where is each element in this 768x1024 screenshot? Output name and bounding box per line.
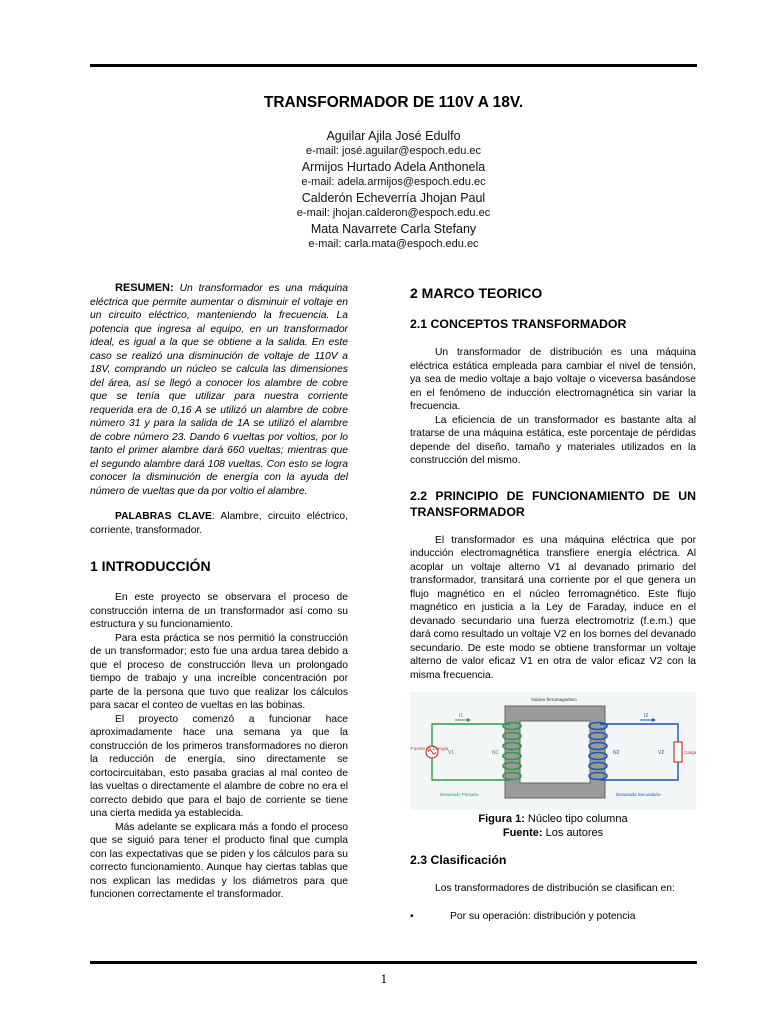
top-rule — [90, 64, 697, 67]
figure-caption — [410, 812, 696, 826]
author-name: Armijos Hurtado Adela Anthonela — [301, 160, 486, 174]
secondary-label: Devanado Secundario — [616, 792, 661, 797]
core-window — [520, 721, 590, 783]
subsection-heading-2-3: 2.3 Clasificación — [410, 853, 507, 867]
figure-source-label: Fuente: — [502, 827, 543, 839]
source-label: Fuente de Energía — [411, 746, 449, 751]
load-resistor-icon — [674, 742, 682, 762]
figure-transformer-diagram — [410, 692, 696, 810]
v1-label: V1 — [448, 750, 455, 756]
n1-label: N1 — [492, 750, 499, 756]
author-name: Aguilar Ajila José Edulfo — [326, 129, 461, 143]
intro-paragraph: El proyecto comenzó a funcionar hace aproximadamente hace una semana ya que la construcción de los primeros transformadores no dieron la reducción de energía, sino directamente se cortocircuitaban, esto pasaba gracias al mal conteo de las vueltas o directamente el alambre de cobre no era el correcto debido que para el bajo de corriente se tiene una cierta medida ya establecida. — [90, 713, 348, 819]
keywords — [90, 510, 348, 537]
subsection-heading-2-2: 2.2 PRINCIPIO DE FUNCIONAMIENTO DE UN TRANSFORMADOR — [410, 488, 696, 519]
figure-source-text: Los autores — [542, 827, 604, 839]
author-block — [90, 128, 697, 252]
primary-label: Devanado Primario — [440, 792, 479, 797]
diagram-core-label: Núcleo ferromagnético — [531, 697, 577, 702]
list-item-text: Por su operación: distribución y potencia — [450, 910, 636, 922]
i2-label: I2 — [644, 713, 649, 719]
section-heading-intro: 1 INTRODUCCIÓN — [90, 558, 211, 574]
page-number: 1 — [380, 973, 388, 986]
v2-label: V2 — [658, 750, 665, 756]
i1-label: I1 — [459, 713, 464, 719]
abstract — [90, 282, 348, 498]
transformer-diagram — [410, 692, 696, 810]
intro-paragraph: Más adelante se explicara más a fondo el proceso que se siguió para tener el producto final que cumpla con las expectativas que se piden y los cálculos para su correcto funcionamiento. Aunque hay ciertas tablas que nos explican las medidas y los diámetros para que funcionen correctamente el transformador. — [90, 821, 348, 900]
author-email: e-mail: josé.aguilar@espoch.edu.ec — [305, 145, 482, 157]
bullet-icon: • — [410, 910, 414, 922]
figure-source — [410, 826, 696, 840]
n2-label: N2 — [613, 750, 620, 756]
abstract-label: RESUMEN: — [115, 282, 174, 294]
right-column — [410, 282, 696, 923]
keywords-text: : Alambre, circuito eléctrico, corriente, transformador. — [90, 511, 348, 536]
body-paragraph: Los transformadores de distribución se clasifican en: — [435, 883, 675, 894]
subsection-heading-2-1: 2.1 CONCEPTOS TRANSFORMADOR — [410, 317, 627, 331]
load-label: Carga — [684, 750, 696, 755]
author-email: e-mail: jhojan.calderon@espoch.edu.ec — [296, 207, 491, 219]
author-email: e-mail: adela.armijos@espoch.edu.ec — [301, 176, 486, 188]
figure-caption-label: Figura 1: — [478, 813, 525, 825]
abstract-text: Un transformador es una máquina eléctrica que permite aumentar o disminuir el voltaje en un circuito eléctrico, manteniendo la frecuencia. La potencia que ingresa al equipo, en un transformador ideal, es igual a la que se obtiene a la salida. En este caso se realizó una disminución de voltaje de 110V a 18V, comprando un núcleo se calcula las dimensiones del área, así se llegó a conocer los alambre de cobre que se tenía que utilizar para nuestra corriente requerida era de 0,16 A se utilizó un alambre de cobre número 31 y para la salida de 1A se utilizó el alambre de cobre número 23. Dando 6 vueltas por voltios, por lo tanto el primer alambre dará 660 vueltas; mientras que el segundo alambre dará 108 vueltas. Con esto se logra conocer la disminución de energía con la ayuda del número de vueltas que da por voltio el alambre. — [90, 283, 348, 497]
paper-title: TRANSFORMADOR DE 110V A 18V. — [263, 94, 524, 111]
left-column — [90, 282, 348, 902]
section-heading-marco: 2 MARCO TEORICO — [410, 285, 543, 301]
author-email: e-mail: carla.mata@espoch.edu.ec — [308, 238, 479, 250]
intro-paragraph: Para esta práctica se nos permitió la construcción de un transformador; esto fue una ardua tarea debido a que el proceso de construcción lleva un prolongado tiempo de trabajo y una increíble concentración por parte de la persona que tuvo que realizar los cálculos para sacar el conteo de vueltas en las bobinas. — [90, 632, 348, 711]
list-item — [410, 910, 696, 924]
intro-paragraph: En este proyecto se observara el proceso de construcción interna de un transformador así como su estructura y su funcionamiento. — [90, 592, 348, 630]
body-paragraph: La eficiencia de un transformador es bastante alta al tratarse de una máquina estática, este porcentaje de pérdidas depende del diseño, tamaño y materiales utilizados en la construcción del mismo. — [410, 414, 696, 466]
author-name: Calderón Echeverría Jhojan Paul — [301, 191, 486, 205]
bottom-rule — [90, 961, 697, 964]
figure-caption-text: Núcleo tipo columna — [524, 813, 628, 825]
author-name: Mata Navarrete Carla Stefany — [310, 222, 477, 236]
body-paragraph: El transformador es una máquina eléctrica que por inducción electromagnética transfiere energía eléctrica. Al acoplar un voltaje alterno V1 al devanado primario del transformador, transitará una corriente por el que genera un flujo magnético en el núcleo ferromagnético. Este flujo magnético en justicia a la Ley de Faraday, induce en el devanado secundario una fuerza electromotriz (f.e.m.) que dará como resultado un voltaje V2 en los bornes del devanado secundario. De este modo se obtiene transformar un voltaje alterno de valor eficaz V1 en otra de valor eficaz V2 con la misma frecuencia. — [410, 534, 696, 681]
keywords-label: PALABRAS CLAVE — [115, 511, 212, 522]
body-paragraph: Un transformador de distribución es una máquina eléctrica estática empleada para cambiar el nivel de tensión, ya sea de medio voltaje a bajo voltaje o viceversa basándose en el fenómeno de inducción electromagnética sin variar la frecuencia. — [410, 347, 696, 412]
